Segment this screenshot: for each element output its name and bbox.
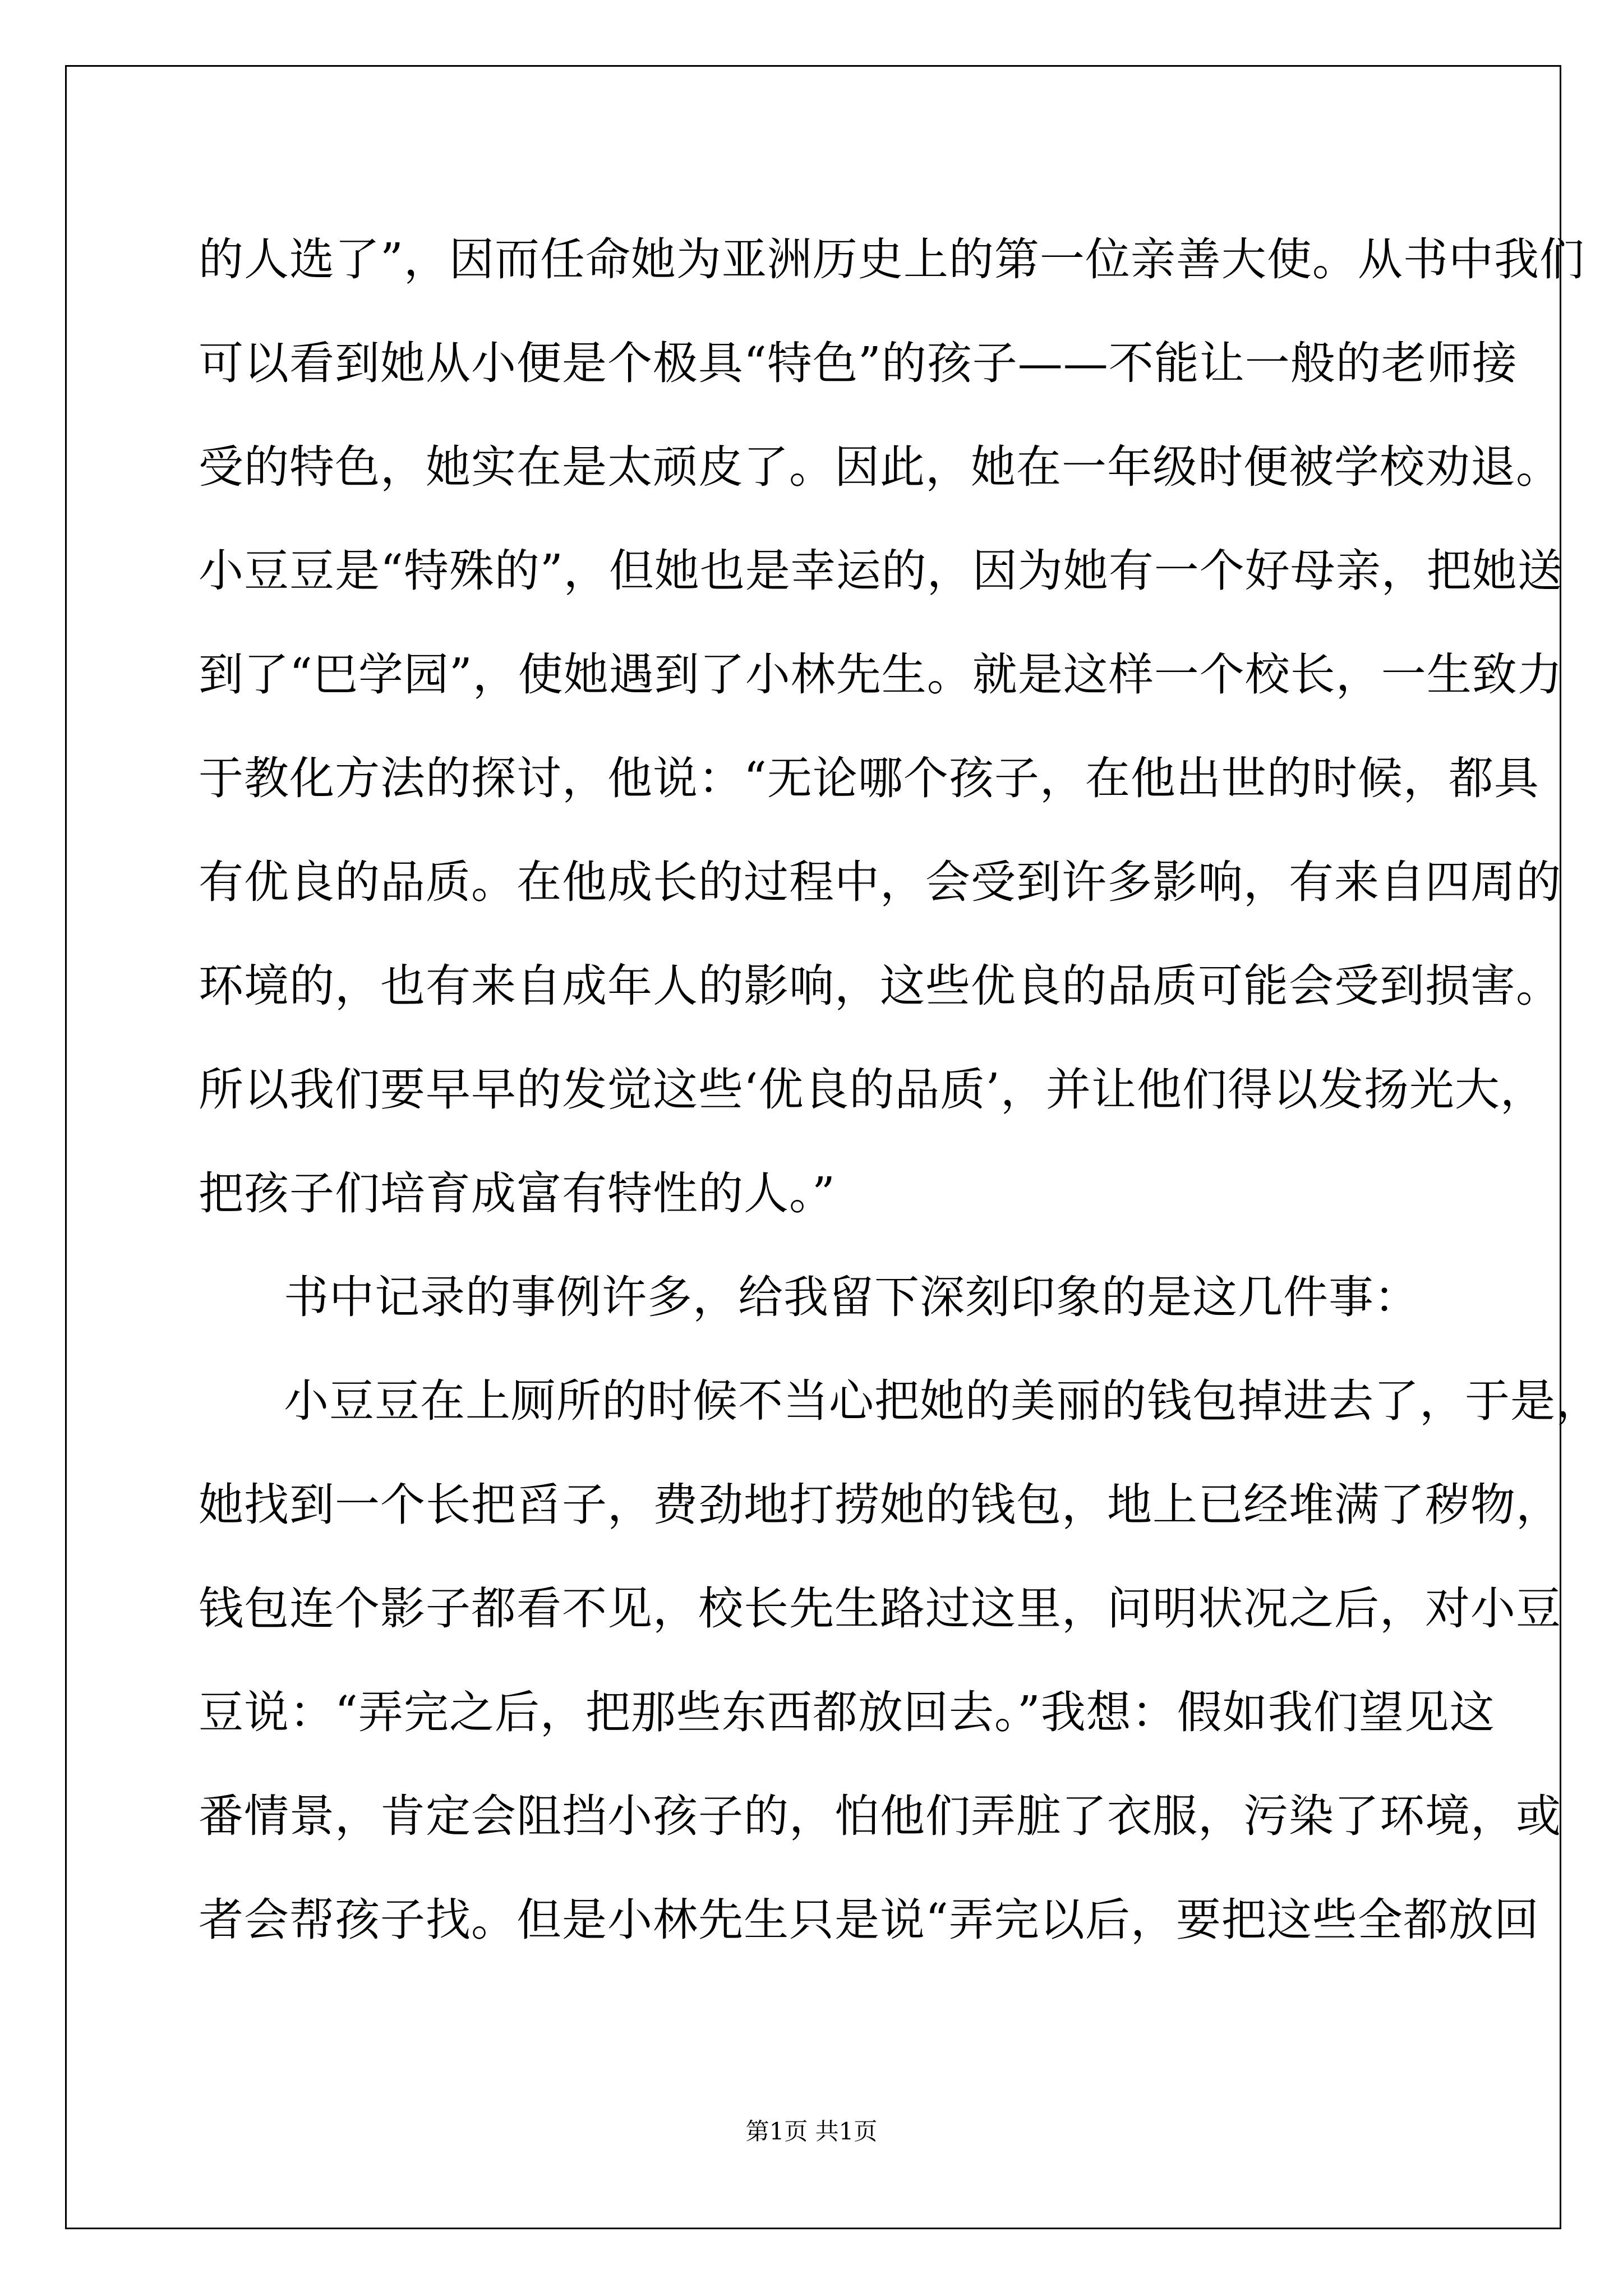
page-number: 第1页 共1页 (745, 2118, 878, 2145)
text-line: 可以看到她从小便是个极具“特色”的孩子——不能让一般的老师接 (199, 337, 1518, 389)
document-body (199, 208, 1601, 1972)
paragraph-first-line: 书中记录的事例许多，给我留下深刻印象的是这几件事： (284, 1271, 1419, 1323)
text-line: 小豆豆是“特殊的”，但她也是幸运的，因为她有一个好母亲，把她送 (199, 545, 1563, 597)
text-line: 番情景，肯定会阻挡小孩子的，怕他们弄脏了衣服，污染了环境，或 (199, 1790, 1561, 1842)
text-line: 者会帮孩子找。但是小林先生只是说“弄完以后，要把这些全都放回 (199, 1894, 1539, 1946)
text-line: 到了“巴学园”，使她遇到了小林先生。就是这样一个校长，一生致力 (199, 648, 1563, 701)
text-line: 有优良的品质。在他成长的过程中，会受到许多影响，有来自四周的 (199, 856, 1561, 908)
text-line: 钱包连个影子都看不见，校长先生路过这里，问明状况之后，对小豆 (199, 1582, 1561, 1635)
text-line: 的人选了”，因而任命她为亚洲历史上的第一位亲善大使。从书中我们 (199, 233, 1585, 286)
text-line: 把孩子们培育成富有特性的人。” (199, 1167, 836, 1220)
text-line: 环境的，也有来自成年人的影响，这些优良的品质可能会受到损害。 (199, 960, 1561, 1012)
text-line: 于教化方法的探讨，他说：“无论哪个孩子，在他出世的时候，都具 (199, 752, 1539, 804)
text-line: 她找到一个长把舀子，费劲地打捞她的钱包，地上已经堆满了秽物， (199, 1479, 1561, 1531)
paragraph-first-line: 小豆豆在上厕所的时候不当心把她的美丽的钱包掉进去了，于是， (284, 1375, 1601, 1427)
text-line: 豆说：“弄完之后，把那些东西都放回去。”我想：假如我们望见这 (199, 1686, 1495, 1738)
text-line: 受的特色，她实在是太顽皮了。因此，她在一年级时便被学校劝退。 (199, 441, 1561, 493)
text-line: 所以我们要早早的发觉这些‘优良的品质’，并让他们得以发扬光大， (199, 1064, 1546, 1116)
page-footer (0, 2115, 1623, 2148)
